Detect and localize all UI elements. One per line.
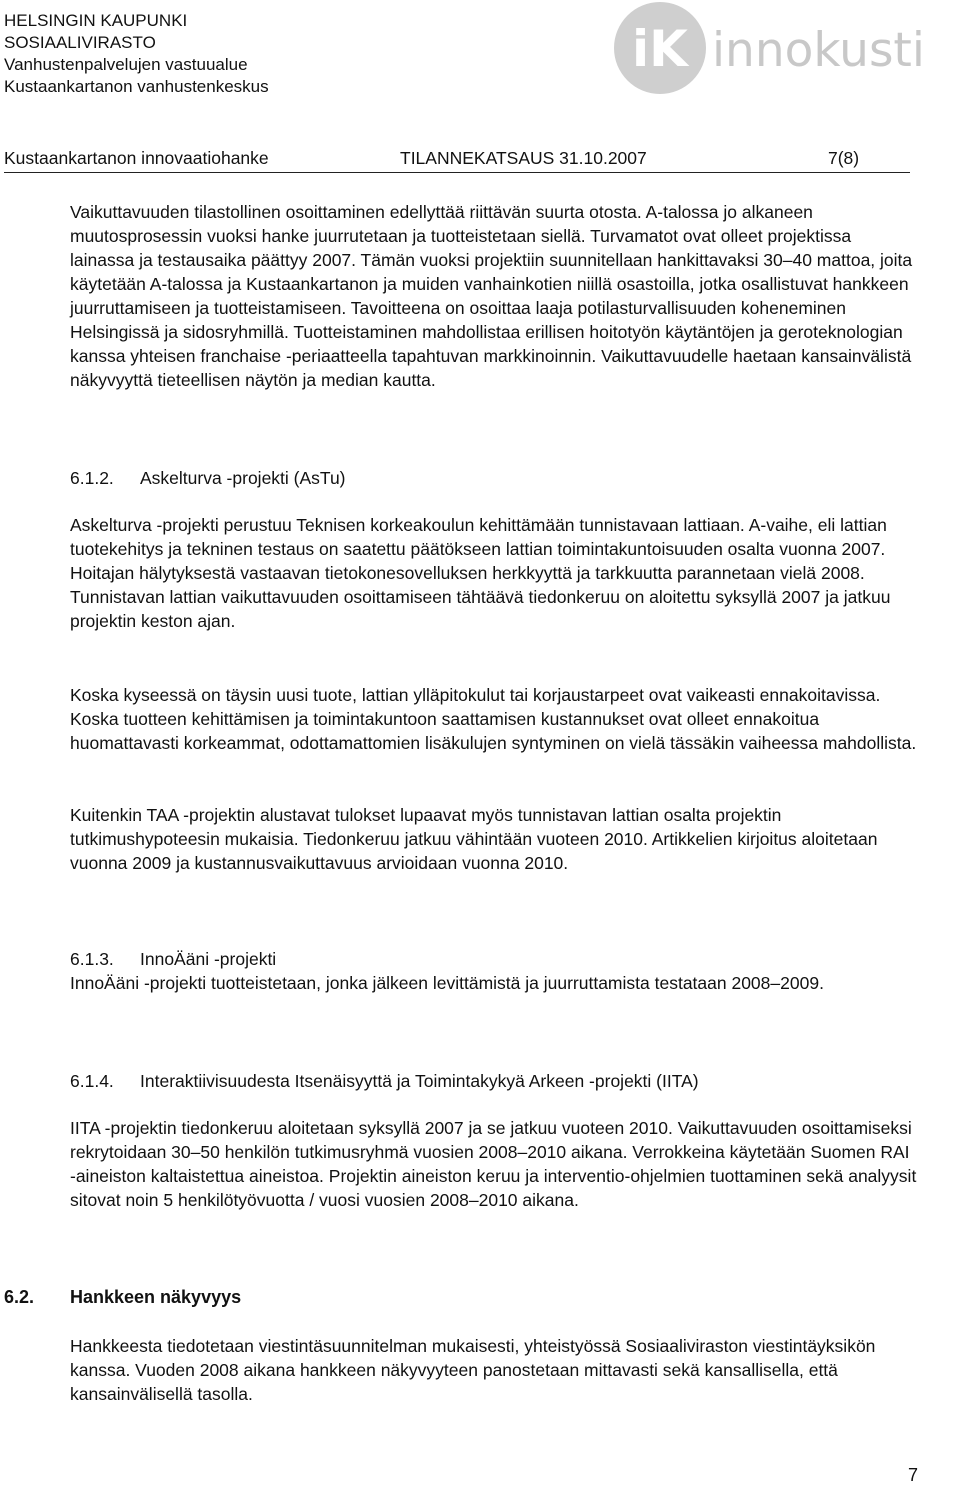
- paragraph: Hankkeesta tiedotetaan viestintäsuunnitelman mukaisesti, yhteistyössä Sosiaaliviraston viestintäyksikön kanssa. Vuoden 2008 aikana hankkeen näkyvyyteen panostetaan mittavasti sekä kansallisella, että kansainvälisellä tasolla.: [70, 1336, 876, 1404]
- paragraph: InnoÄäni -projekti tuotteistetaan, jonka jälkeen levittämistä ja juurruttamista testataan 2008–2009.: [70, 973, 824, 993]
- section-title: Hankkeen näkyvyys: [70, 1287, 242, 1307]
- innokusti-logo: [598, 0, 960, 100]
- section-heading-612: [70, 466, 346, 490]
- logo-mark-text: iK: [632, 20, 688, 78]
- section-heading-62: [4, 1287, 241, 1308]
- section-number: 6.1.2.: [70, 468, 114, 488]
- logo-text: innokusti: [712, 23, 925, 78]
- page-number: 7: [908, 1465, 919, 1485]
- section-title: InnoÄäni -projekti: [140, 949, 277, 969]
- running-head: [4, 148, 910, 173]
- organization-header: [4, 10, 269, 98]
- org-line-area: Vanhustenpalvelujen vastuualue: [4, 55, 248, 74]
- paragraph: Koska kyseessä on täysin uusi tuote, lattian ylläpitokulut tai korjaustarpeet ovat vaikeasti ennakoitavissa. Koska tuotteen kehittämisen ja toimintakuntoon saattamisen kustannukset ovat olleet ennakoitua huomattavasti korkeammat, odottamattomien lisäkulujen syntyminen on vielä tässäkin vaiheessa mahdollista.: [70, 685, 917, 753]
- org-line-center: Kustaankartanon vanhustenkeskus: [4, 77, 269, 96]
- paragraph: Askelturva -projekti perustuu Teknisen korkeakoulun kehittämään tunnistavaan lattiaan. A-vaihe, eli lattian tuotekehitys ja tekninen testaus on saatettu päätökseen lattian toimintakuntoisuuden osalta vuonna 2007. Hoitajan hälytyksestä vastaavan tietokonesovelluksen herkkyyttä ja tarkkuutta parannetaan vielä 2008. Tunnistavan lattian vaikuttavuuden osoittamiseen tähtäävä tiedonkeruu on aloitettu syksyllä 2007 ja jatkuu projektin keston ajan.: [70, 515, 891, 631]
- org-line-department: SOSIAALIVIRASTO: [4, 33, 156, 52]
- section-heading-613: [70, 947, 276, 971]
- report-title: TILANNEKATSAUS 31.10.2007: [400, 148, 647, 168]
- section-number: 6.2.: [4, 1287, 35, 1307]
- section-number: 6.1.3.: [70, 949, 114, 969]
- paragraph: Kuitenkin TAA -projektin alustavat tulokset lupaavat myös tunnistavan lattian osalta projektin tutkimushypoteesin mukaisia. Tiedonkeruu jatkuu vähintään vuoteen 2010. Artikkelien kirjoitus aloitetaan vuonna 2009 ja kustannusvaikuttavuus arvioidaan vuonna 2010.: [70, 805, 878, 873]
- paragraph: IITA -projektin tiedonkeruu aloitetaan syksyllä 2007 ja se jatkuu vuoteen 2010. Vaikuttavuuden osoittamiseksi rekrytoidaan 30–50 henkilön tutkimusryhmä vuosien 2008–2010 aikana. Verrokkeina käytetään Suomen RAI -aineiston kaltaistettua aineistoa. Projektin aineiston keruu ja interventio-ohjelmien tuottaminen sekä analyysit sitovat noin 5 henkilötyövuotta / vuosi vuosien 2008–2010 aikana.: [70, 1118, 917, 1210]
- intro-paragraph: Vaikuttavuuden tilastollinen osoittaminen edellyttää riittävän suurta otosta. A-talossa jo alkaneen muutosprosessin vuoksi hanke juurrutetaan ja tuotteistetaan siellä. Turvamatot ovat olleet projektissa lainassa ja testausaika päättyy 2007. Tämän vuoksi projektiin suunnitellaan hankittavaksi 30–40 mattoa, joita käytetään A-talossa ja Kustaankartanon ja muiden vanhainkotien niillä osastoilla, jotka osallistuvat hankkeen juurruttamiseen ja tuotteistamiseen. Tavoitteena on osoittaa laaja potilasturvallisuuden koheneminen Helsingissä ja sidosryhmillä. Tuotteistaminen mahdollistaa erillisen hoitotyön käytäntöjen ja geroteknologian kanssa yhteisen franchaise -periaatteella tapahtuvan markkinoinnin. Vaikuttavuudelle haetaan kansainvälistä näkyvyyttä tieteellisen näytön ja median kautta.: [70, 202, 913, 390]
- section-title: Interaktiivisuudesta Itsenäisyyttä ja Toimintakykyä Arkeen -projekti (IITA): [140, 1071, 699, 1091]
- project-name: Kustaankartanon innovaatiohanke: [4, 148, 269, 168]
- page-counter: 7(8): [828, 148, 860, 168]
- section-number: 6.1.4.: [70, 1071, 114, 1091]
- section-heading-614: [70, 1069, 699, 1093]
- org-line-city: HELSINGIN KAUPUNKI: [4, 11, 188, 30]
- section-title: Askelturva -projekti (AsTu): [140, 468, 346, 488]
